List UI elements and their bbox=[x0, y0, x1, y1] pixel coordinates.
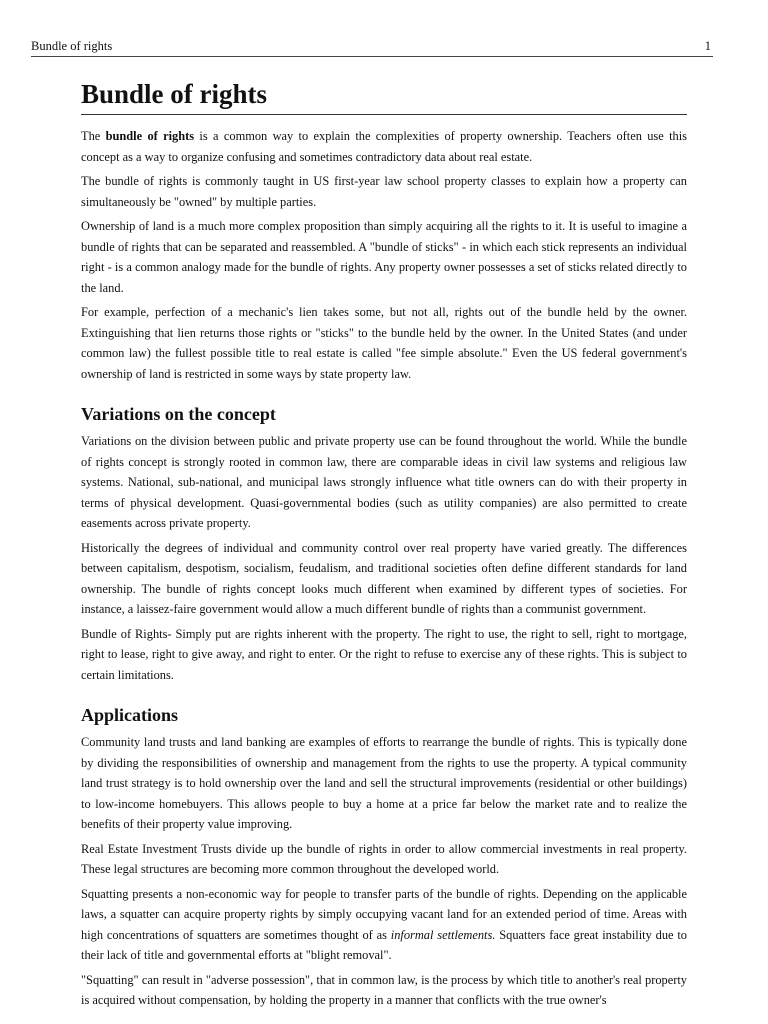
variations-paragraph-3: Bundle of Rights- Simply put are rights inherent with the property. The right to use, the right to sell, right to mortgage, right to lease, right to give away, and right to enter. Or the right to refuse to exercise any of these rights. This is subject to certain limitations. bbox=[81, 626, 687, 682]
section-applications bbox=[81, 704, 687, 726]
variations-paragraph-2: Historically the degrees of individual and community control over real property have varied greatly. The differences between capitalism, despotism, socialism, feudalism, and traditional societies often define different standards for land ownership. The bundle of rights concept looks much different when examined by different types of societies. For instance, a laissez-faire government would allow a much different bundle of rights than a communist government. bbox=[81, 540, 687, 616]
intro-paragraph-3: Ownership of land is a much more complex proposition than simply acquiring all the rights to it. It is useful to imagine a bundle of rights that can be separated and reassembled. A "bundle of sticks" - in which each stick represents an individual right - is a common analogy made for the bundle of rights. Any property owner possesses a set of sticks related directly to the land. bbox=[81, 219, 687, 295]
applications-paragraph-3 bbox=[81, 884, 687, 966]
applications-p3-text-b: Squatters face great instability due to their lack of title and governmental efforts at "blight removal". bbox=[81, 927, 687, 962]
applications-paragraph-4: "Squatting" can result in "adverse possession", that in common law, is the process by which title to another's real property is acquired without compensation, by holding the property in a manner that conflicts with the true owner's bbox=[81, 972, 687, 1007]
variations-paragraph-1: Variations on the division between public and private property use can be found throughout the world. While the bundle of rights concept is strongly rooted in common law, there are comparable ideas in civil law systems and religious law systems. National, sub-national, and municipal laws strongly influence what title owners can do with their property in terms of physical development. Quasi-governmental bodies (such as utility companies) are also permitted to create easements across private property. bbox=[81, 434, 687, 530]
running-header-title: Bundle of rights bbox=[31, 39, 113, 53]
page-title: Bundle of rights bbox=[81, 78, 687, 115]
section-heading-variations: Variations on the concept bbox=[81, 404, 276, 424]
applications-p3-text-a: Squatting presents a non-economic way for people to transfer parts of the bundle of rights. Depending on the applicable laws, a squatter can acquire property rights by simply occupying vacant land for an extended period of time. Areas with high concentrations of squatters are sometimes thought of as bbox=[81, 886, 687, 942]
page-number: 1 bbox=[704, 39, 711, 53]
intro-p1-bold-term: bundle of rights bbox=[105, 129, 195, 143]
intro-paragraph-4: For example, perfection of a mechanic's lien takes some, but not all, rights out of the bundle held by the owner. Extinguishing that lien returns those rights or "sticks" to the bundle held by the owner. In the United States (and under common law) the fullest possible title to real estate is called "fee simple absolute." Even the US federal government's ownership of land is restricted in some ways by state property law. bbox=[81, 305, 687, 381]
applications-paragraph-2: Real Estate Investment Trusts divide up the bundle of rights in order to allow commercial investments in real property. These legal structures are becoming more common throughout the developed world. bbox=[81, 841, 687, 876]
intro-p1-text-a: The bbox=[81, 129, 106, 143]
intro-paragraph-2: The bundle of rights is commonly taught in US first-year law school property classes to explain how a property can simultaneously be "owned" by multiple parties. bbox=[81, 174, 687, 209]
intro-p1-text-b: is a common way to explain the complexities of property ownership. Teachers often use this concept as a way to organize confusing and sometimes contradictory data about real estate. bbox=[81, 129, 687, 164]
section-variations bbox=[81, 403, 687, 425]
applications-p3-italic-term: informal settlements. bbox=[390, 927, 496, 942]
article-body bbox=[81, 78, 687, 1011]
intro-paragraph-1 bbox=[81, 126, 687, 167]
running-header bbox=[31, 38, 713, 57]
applications-paragraph-1: Community land trusts and land banking are examples of efforts to rearrange the bundle of rights. This is typically done by dividing the responsibilities of ownership and management from the rights to use the property. A typical community land trust strategy is to hold ownership over the land and sell the structural improvements (residential or other buildings) to low-income homebuyers. This allows people to buy a home at a price far below the market rate and to realize the benefits of their property value improving. bbox=[81, 735, 687, 831]
section-heading-applications: Applications bbox=[81, 705, 179, 725]
